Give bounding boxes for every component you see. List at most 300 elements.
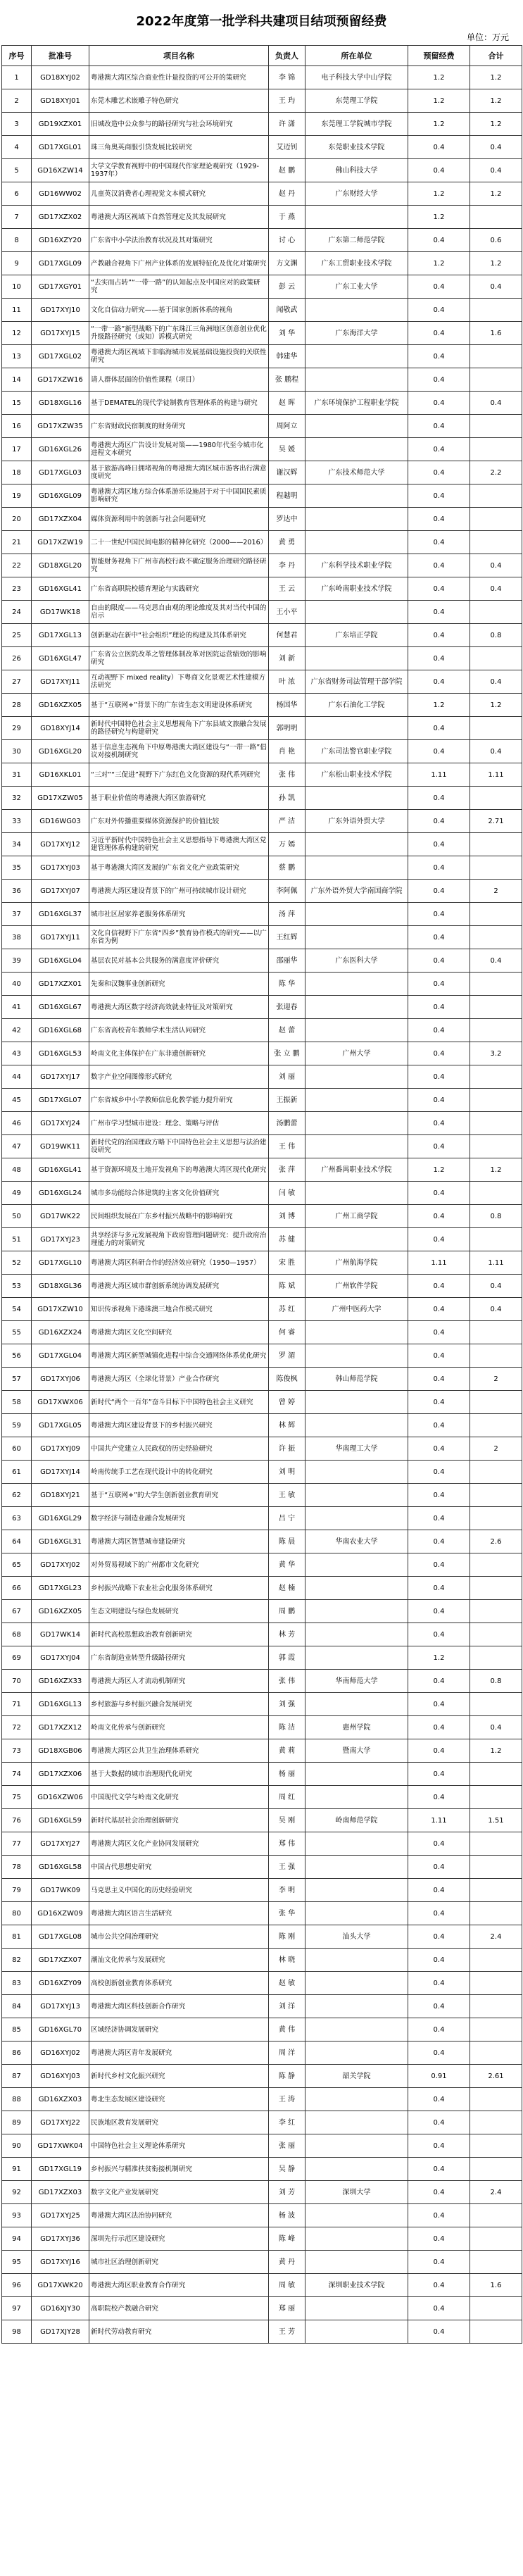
subtotal [470, 1507, 522, 1530]
principal: 刘 强 [269, 1693, 305, 1716]
principal: 罗达中 [269, 508, 305, 531]
project-name: 基于大数据的城市治理现代化研究 [89, 1763, 269, 1786]
principal: 严 洁 [269, 810, 305, 833]
table-row [2, 1670, 522, 1693]
project-name: 中国现代文学与岭南文化研究 [89, 1786, 269, 1809]
institution [305, 438, 408, 461]
approval-number: GD17XYJ06 [32, 1368, 89, 1391]
institution: 华南理工大学 [305, 1437, 408, 1461]
row-index: 92 [2, 2181, 32, 2204]
subtotal [470, 1693, 522, 1716]
subtotal [470, 1019, 522, 1042]
approval-number: GD17XZW35 [32, 415, 89, 438]
approval-number: GD18XGB06 [32, 1739, 89, 1763]
row-index: 70 [2, 1670, 32, 1693]
project-name: 文化自信动力研究——基于国家创新体系的视角 [89, 299, 269, 322]
row-index: 79 [2, 1879, 32, 1902]
table-row [2, 299, 522, 322]
principal: 彭 云 [269, 275, 305, 299]
reserved-funds: 0.4 [408, 880, 470, 903]
subtotal [470, 1577, 522, 1600]
principal: 邵丽华 [269, 949, 305, 973]
institution [305, 601, 408, 624]
table-row [2, 833, 522, 856]
approval-number: GD17XGL08 [32, 1925, 89, 1949]
table-row [2, 1902, 522, 1925]
principal: 王 云 [269, 577, 305, 601]
institution [305, 856, 408, 880]
principal: 张 立 鹏 [269, 1042, 305, 1065]
institution: 广州大学 [305, 1042, 408, 1065]
subtotal: 3.2 [470, 1042, 522, 1065]
principal: 闻敬武 [269, 299, 305, 322]
reserved-funds: 0.4 [408, 1786, 470, 1809]
principal: 吴 媛 [269, 438, 305, 461]
approval-number: GD17XZX07 [32, 1949, 89, 1972]
approval-number: GD17XYJ04 [32, 1646, 89, 1670]
row-index: 61 [2, 1461, 32, 1484]
table-row [2, 1716, 522, 1739]
table-row [2, 2204, 522, 2227]
approval-number: GD18XYJ14 [32, 717, 89, 740]
project-name: 互动视野下 mixed reality）下粤商文化景观艺术性建模方法研究 [89, 670, 269, 694]
reserved-funds: 1.2 [408, 66, 470, 89]
project-name: 粤港澳大湾区人才流动机制研究 [89, 1670, 269, 1693]
row-index: 29 [2, 717, 32, 740]
principal: 孙 凯 [269, 787, 305, 810]
row-index: 71 [2, 1693, 32, 1716]
row-index: 41 [2, 996, 32, 1019]
institution: 电子科技大学中山学院 [305, 66, 408, 89]
approval-number: GD16XZX24 [32, 1321, 89, 1344]
institution [305, 973, 408, 996]
approval-number: GD16XKL01 [32, 763, 89, 787]
approval-number: GD17XYJ36 [32, 2227, 89, 2251]
institution [305, 368, 408, 392]
row-index: 63 [2, 1507, 32, 1530]
principal: 王振新 [269, 1089, 305, 1112]
principal: 程越明 [269, 484, 305, 508]
table-row [2, 949, 522, 973]
approval-number: GD17WK18 [32, 601, 89, 624]
reserved-funds: 0.4 [408, 2111, 470, 2134]
row-index: 3 [2, 113, 32, 136]
project-name: 二十一世纪中国民间电影的精神化研究（2000——2016） [89, 531, 269, 554]
approval-number: GD16XGL47 [32, 647, 89, 670]
project-name: 共享经济与多元发展视角下政府管理问题研究：提升政府治理能力的对策研究 [89, 1228, 269, 1251]
row-index: 72 [2, 1716, 32, 1739]
approval-number: GD18XYJ02 [32, 66, 89, 89]
row-index: 66 [2, 1577, 32, 1600]
table-row [2, 1158, 522, 1182]
table-row [2, 1414, 522, 1437]
principal: 黄 丹 [269, 2251, 305, 2274]
approval-number: GD17XZW10 [32, 1298, 89, 1321]
project-name: 粤港澳大湾区视域下自然管理定及其发展研究 [89, 206, 269, 229]
reserved-funds: 0.4 [408, 368, 470, 392]
project-name: 基于职业价值的粤港澳大湾区旅游研究 [89, 787, 269, 810]
approval-number: GD17XYJ12 [32, 833, 89, 856]
table-row [2, 554, 522, 577]
subtotal [470, 717, 522, 740]
table-row [2, 113, 522, 136]
institution [305, 2111, 408, 2134]
table-row [2, 508, 522, 531]
institution [305, 2088, 408, 2111]
subtotal: 2.61 [470, 2065, 522, 2088]
row-index: 4 [2, 136, 32, 159]
table-row [2, 1623, 522, 1646]
reserved-funds: 0.4 [408, 136, 470, 159]
institution: 惠州学院 [305, 1716, 408, 1739]
project-name: 广东省高职院校德育理论与实践研究 [89, 577, 269, 601]
subtotal: 0.4 [470, 1298, 522, 1321]
project-name: 粤港澳大湾区文化产业协同发展研究 [89, 1832, 269, 1856]
institution [305, 1995, 408, 2018]
principal: 王 伟 [269, 1135, 305, 1158]
institution: 广东技术师范大学 [305, 461, 408, 484]
approval-number: GD16XYJ03 [32, 2065, 89, 2088]
approval-number: GD16XZW09 [32, 1902, 89, 1925]
project-name: 习近平新时代中国特色社会主义思想指导下粤港澳大湾区党建管理体系构建的研究 [89, 833, 269, 856]
table-row [2, 531, 522, 554]
principal: 刘 洋 [269, 1995, 305, 2018]
subtotal: 1.11 [470, 1251, 522, 1275]
principal: 曾 婷 [269, 1391, 305, 1414]
institution [305, 415, 408, 438]
institution: 东莞理工学院城市学院 [305, 113, 408, 136]
principal: 郭明明 [269, 717, 305, 740]
reserved-funds: 0.4 [408, 647, 470, 670]
table-row [2, 903, 522, 926]
reserved-funds: 0.4 [408, 1275, 470, 1298]
project-name: 产教融合视角下广州产业体系的发展特征化及优化对策研究 [89, 252, 269, 275]
project-name: 粤港澳大湾区建设背景下的乡村振兴研究 [89, 1414, 269, 1437]
table-row [2, 2065, 522, 2088]
table-row [2, 787, 522, 810]
approval-number: GD17XZX02 [32, 206, 89, 229]
approval-number: GD17XWX06 [32, 1391, 89, 1414]
approval-number: GD16WW02 [32, 182, 89, 206]
institution [305, 2251, 408, 2274]
table-row [2, 1368, 522, 1391]
project-name: “一带一路”新型战略下的广东珠江三角洲地区创意创业优化升级路径研究（或知）诉模式研究 [89, 322, 269, 345]
project-name: 新时代基层社会治理创新研究 [89, 1809, 269, 1832]
table-row [2, 368, 522, 392]
project-name: 对外贸易视域下的广州都市文化研究 [89, 1553, 269, 1577]
institution [305, 1182, 408, 1205]
institution [305, 2042, 408, 2065]
row-index: 48 [2, 1158, 32, 1182]
table-row [2, 2111, 522, 2134]
approval-number: GD17XZX04 [32, 508, 89, 531]
project-name: 城市社区居家养老服务体系研究 [89, 903, 269, 926]
row-index: 28 [2, 694, 32, 717]
approval-number: GD16XGL20 [32, 740, 89, 763]
reserved-funds: 0.4 [408, 1739, 470, 1763]
subtotal [470, 1763, 522, 1786]
row-index: 52 [2, 1251, 32, 1275]
principal: 闫 敏 [269, 1182, 305, 1205]
project-name: 东莞木雕艺术嵌雕子特色研究 [89, 89, 269, 113]
institution: 广东省财务司法管理干部学院 [305, 670, 408, 694]
principal: 何 睿 [269, 1321, 305, 1344]
principal: 李 锦 [269, 66, 305, 89]
project-name: 城市社区治理创新研究 [89, 2251, 269, 2274]
subtotal: 1.11 [470, 763, 522, 787]
principal: 张 萍 [269, 1158, 305, 1182]
reserved-funds: 0.4 [408, 1321, 470, 1344]
institution [305, 345, 408, 368]
subtotal [470, 1646, 522, 1670]
principal: 陈 静 [269, 2065, 305, 2088]
subtotal: 1.2 [470, 89, 522, 113]
reserved-funds: 1.2 [408, 206, 470, 229]
row-index: 87 [2, 2065, 32, 2088]
principal: 肖 艳 [269, 740, 305, 763]
project-name: 粤港澳大湾区视域下非临海城市发展基础设施投资的关联性研究 [89, 345, 269, 368]
principal: 谢汉辉 [269, 461, 305, 484]
principal: 郭 霞 [269, 1646, 305, 1670]
row-index: 95 [2, 2251, 32, 2274]
principal: 蔡 鹏 [269, 856, 305, 880]
project-name: 基于资源环境及土地开发视角下的粤港澳大湾区现代化研究 [89, 1158, 269, 1182]
subtotal: 2.2 [470, 461, 522, 484]
project-name: 高校创新创业教育体系研究 [89, 1972, 269, 1995]
approval-number: GD16XGL53 [32, 1042, 89, 1065]
principal: 赵 敏 [269, 1972, 305, 1995]
principal: 讨 心 [269, 229, 305, 252]
approval-number: GD17XGL07 [32, 1089, 89, 1112]
subtotal [470, 484, 522, 508]
project-name: 粤港澳大湾区智慧城市建设研究 [89, 1530, 269, 1553]
reserved-funds: 0.4 [408, 415, 470, 438]
reserved-funds: 0.4 [408, 949, 470, 973]
project-name: 粤港澳大湾区职业教育合作研究 [89, 2274, 269, 2297]
table-row [2, 252, 522, 275]
subtotal: 2 [470, 880, 522, 903]
project-name: 广东省制造业转型升级路径研究 [89, 1646, 269, 1670]
subtotal [470, 531, 522, 554]
project-name: 粤港澳大湾区综合商业性计量投资的可公开的策研究 [89, 66, 269, 89]
table-body [2, 66, 522, 2344]
institution: 广东财经大学 [305, 182, 408, 206]
table-row [2, 159, 522, 182]
approval-number: GD19XZX01 [32, 113, 89, 136]
table-row [2, 601, 522, 624]
institution: 广东科学技术职业学院 [305, 554, 408, 577]
institution [305, 206, 408, 229]
project-name: 广东对外传播重要媒体资源保护的价值比较 [89, 810, 269, 833]
reserved-funds: 0.4 [408, 1089, 470, 1112]
project-name: 基于信息生态视角下中原粤港澳大湾区建设与“一带一路”倡议对接机制研究 [89, 740, 269, 763]
row-index: 15 [2, 392, 32, 415]
budget-table [1, 45, 522, 2344]
institution [305, 1065, 408, 1089]
approval-number: GD16XGL58 [32, 1856, 89, 1879]
institution [305, 996, 408, 1019]
approval-number: GD16XZX03 [32, 2088, 89, 2111]
approval-number: GD17XGL13 [32, 624, 89, 647]
subtotal [470, 508, 522, 531]
institution [305, 1623, 408, 1646]
header-cell: 负责人 [269, 46, 305, 66]
subtotal [470, 2018, 522, 2042]
table-row [2, 89, 522, 113]
project-name: 城市多功能综合体建筑的主客文化价值研究 [89, 1182, 269, 1205]
project-name: 粤港澳大湾区语言生活研究 [89, 1902, 269, 1925]
table-row [2, 996, 522, 1019]
principal: 陈 华 [269, 973, 305, 996]
subtotal [470, 1391, 522, 1414]
row-index: 98 [2, 2320, 32, 2344]
row-index: 65 [2, 1553, 32, 1577]
row-index: 85 [2, 2018, 32, 2042]
institution [305, 1577, 408, 1600]
reserved-funds: 0.4 [408, 299, 470, 322]
subtotal [470, 856, 522, 880]
row-index: 58 [2, 1391, 32, 1414]
principal: 杨 波 [269, 2204, 305, 2227]
reserved-funds: 0.4 [408, 2297, 470, 2320]
principal: 王小平 [269, 601, 305, 624]
subtotal: 0.4 [470, 1275, 522, 1298]
table-row [2, 1065, 522, 1089]
project-name: 创新驱动在新中“社会组织”理论的构建及其体系研究 [89, 624, 269, 647]
row-index: 84 [2, 1995, 32, 2018]
subtotal: 2 [470, 1368, 522, 1391]
approval-number: GD16XGL26 [32, 438, 89, 461]
institution: 韶关学院 [305, 2065, 408, 2088]
approval-number: GD16XZX05 [32, 694, 89, 717]
table-row [2, 670, 522, 694]
subtotal: 0.4 [470, 554, 522, 577]
project-name: 新时代高校思想政治教育创新研究 [89, 1623, 269, 1646]
table-row [2, 2018, 522, 2042]
table-row [2, 1298, 522, 1321]
approval-number: GD17XGL10 [32, 1251, 89, 1275]
reserved-funds: 0.4 [408, 229, 470, 252]
reserved-funds: 0.4 [408, 2251, 470, 2274]
reserved-funds: 0.4 [408, 1507, 470, 1530]
row-index: 56 [2, 1344, 32, 1368]
institution: 广州番禺职业技术学院 [305, 1158, 408, 1182]
approval-number: GD17XYJ23 [32, 1228, 89, 1251]
table-row [2, 2181, 522, 2204]
institution: 广东岭南职业技术学院 [305, 577, 408, 601]
approval-number: GD16XZX33 [32, 1670, 89, 1693]
reserved-funds: 1.2 [408, 182, 470, 206]
table-row [2, 880, 522, 903]
project-name: 粤港澳大湾区地方综合体系游乐设施居于对于中国国民素质影响研究 [89, 484, 269, 508]
institution: 广东培正学院 [305, 624, 408, 647]
reserved-funds: 0.4 [408, 856, 470, 880]
table-row [2, 810, 522, 833]
institution [305, 484, 408, 508]
row-index: 31 [2, 763, 32, 787]
row-index: 69 [2, 1646, 32, 1670]
project-name: 粤港澳大湾区公共卫生治理体系研究 [89, 1739, 269, 1763]
project-name: 岭南文化传承与创新研究 [89, 1716, 269, 1739]
project-name: 知识传承视角下港珠澳三地合作模式研究 [89, 1298, 269, 1321]
approval-number: GD16XGL04 [32, 949, 89, 973]
project-name: 广东省城乡中小学教师信息化教学能力提升研究 [89, 1089, 269, 1112]
approval-number: GD19WK11 [32, 1135, 89, 1158]
principal: 吴 刚 [269, 1809, 305, 1832]
institution [305, 1228, 408, 1251]
institution [305, 1553, 408, 1577]
row-index: 25 [2, 624, 32, 647]
table-row [2, 1135, 522, 1158]
subtotal [470, 2320, 522, 2344]
project-name: 粤港澳大湾区科技创新合作研究 [89, 1995, 269, 2018]
institution: 岭南师范学院 [305, 1809, 408, 1832]
row-index: 22 [2, 554, 32, 577]
principal: 刘 丽 [269, 1065, 305, 1089]
project-name: 粤港澳大湾区广告设计发展对策——1980年代至今城市化进程文本研究 [89, 438, 269, 461]
table-row [2, 1646, 522, 1670]
principal: 苏 健 [269, 1228, 305, 1251]
row-index: 94 [2, 2227, 32, 2251]
project-name: 乡村振兴与精准扶贫衔接机制研究 [89, 2158, 269, 2181]
reserved-funds: 0.4 [408, 1019, 470, 1042]
approval-number: GD17XGL02 [32, 345, 89, 368]
principal: 刘 明 [269, 1461, 305, 1484]
table-header-row [2, 46, 522, 66]
subtotal: 1.2 [470, 252, 522, 275]
project-name: 生态文明建设与绿色发展研究 [89, 1600, 269, 1623]
subtotal [470, 438, 522, 461]
reserved-funds: 0.4 [408, 508, 470, 531]
subtotal [470, 1972, 522, 1995]
subtotal [470, 903, 522, 926]
table-row [2, 1391, 522, 1414]
reserved-funds: 0.4 [408, 624, 470, 647]
table-row [2, 1228, 522, 1251]
institution: 广东环境保护工程职业学院 [305, 392, 408, 415]
subtotal [470, 1995, 522, 2018]
reserved-funds: 0.4 [408, 1623, 470, 1646]
approval-number: GD16XZY09 [32, 1972, 89, 1995]
institution: 广州中医药大学 [305, 1298, 408, 1321]
reserved-funds: 0.4 [408, 1716, 470, 1739]
institution [305, 299, 408, 322]
row-index: 83 [2, 1972, 32, 1995]
reserved-funds: 0.4 [408, 1832, 470, 1856]
row-index: 40 [2, 973, 32, 996]
approval-number: GD16XGL59 [32, 1809, 89, 1832]
project-name: 基于“互联网+”的大学生创新创业教育研究 [89, 1484, 269, 1507]
institution [305, 647, 408, 670]
row-index: 42 [2, 1019, 32, 1042]
principal: 李 红 [269, 2111, 305, 2134]
row-index: 60 [2, 1437, 32, 1461]
subtotal: 0.6 [470, 229, 522, 252]
reserved-funds: 0.4 [408, 740, 470, 763]
reserved-funds: 0.4 [408, 2018, 470, 2042]
row-index: 64 [2, 1530, 32, 1553]
row-index: 38 [2, 926, 32, 949]
approval-number: GD17XGY01 [32, 275, 89, 299]
subtotal: 2 [470, 1437, 522, 1461]
approval-number: GD17XYJ15 [32, 322, 89, 345]
subtotal [470, 1461, 522, 1484]
principal: 汤鹏蕾 [269, 1112, 305, 1135]
table-row [2, 1530, 522, 1553]
reserved-funds: 0.4 [408, 2181, 470, 2204]
reserved-funds: 0.4 [408, 1414, 470, 1437]
approval-number: GD18XGL36 [32, 1275, 89, 1298]
